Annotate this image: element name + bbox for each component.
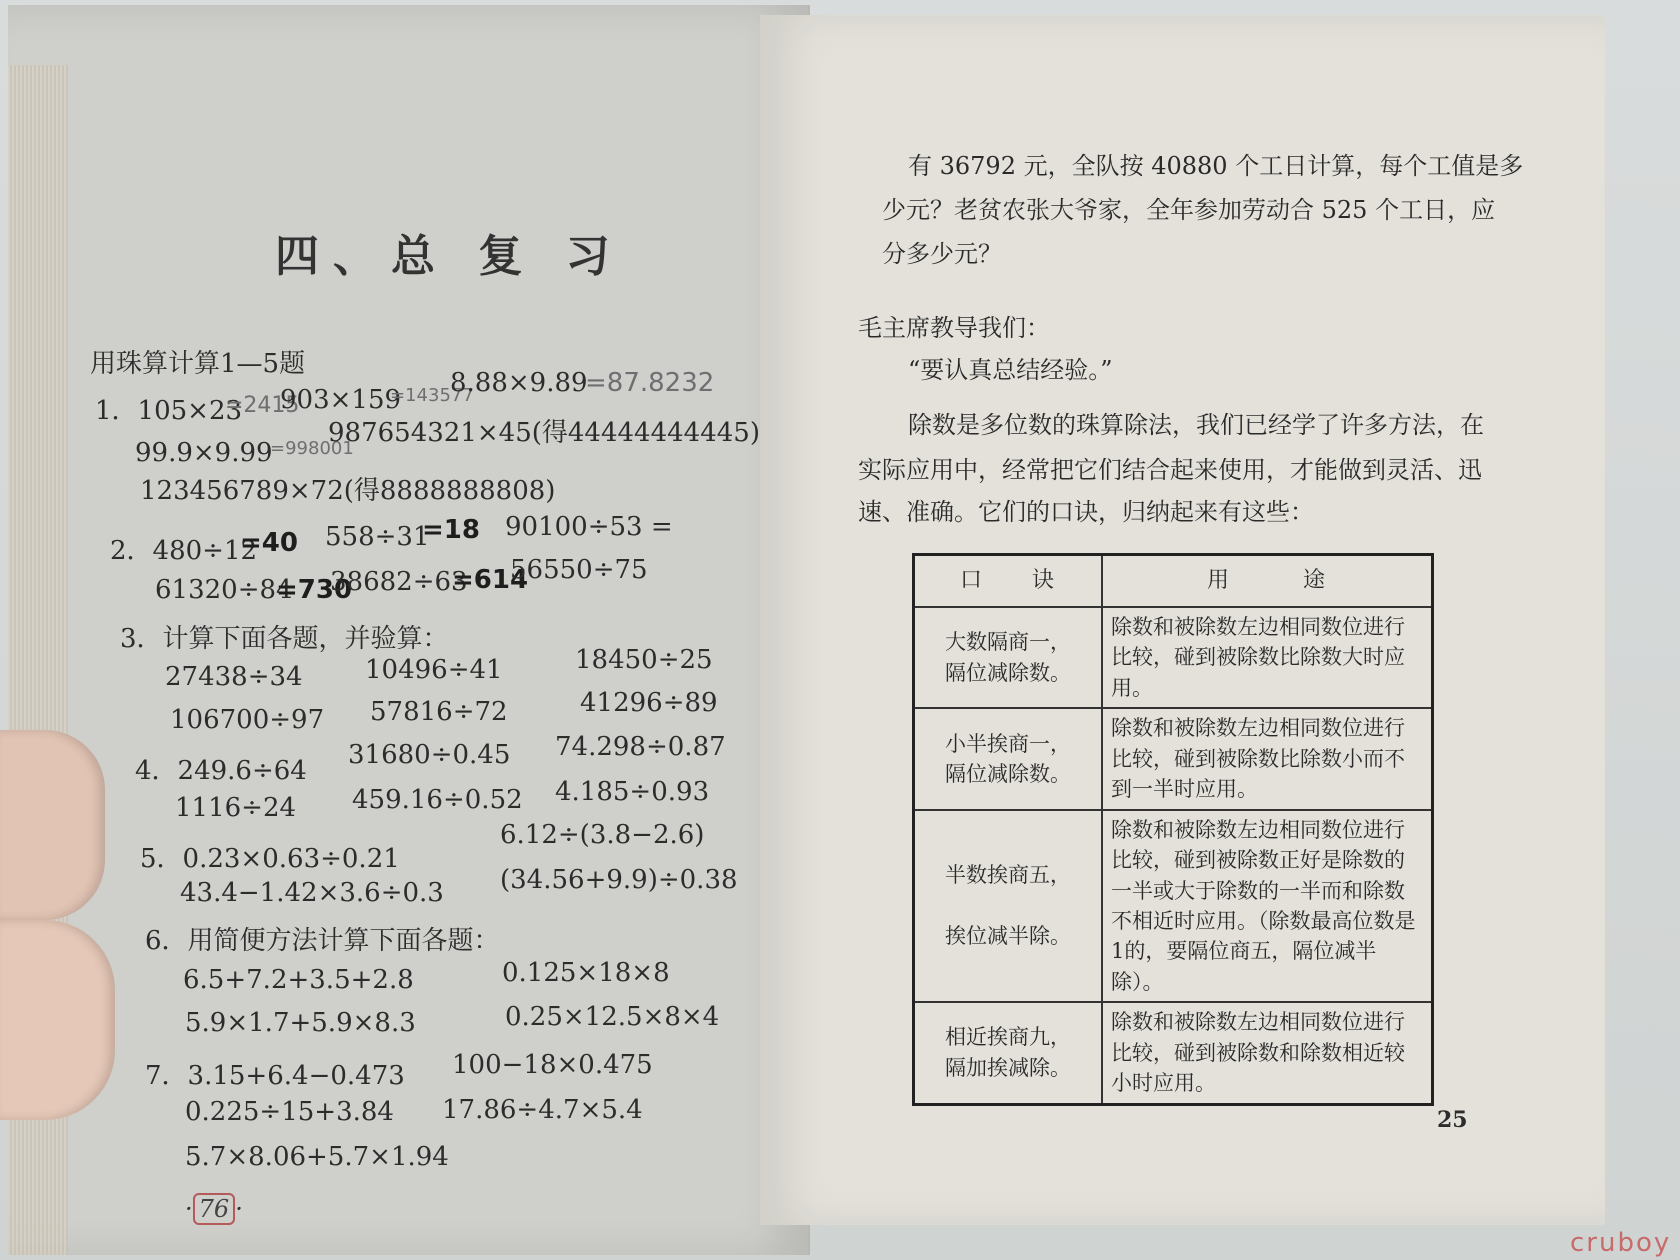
mnemonic-line: 大数隔商一， <box>945 630 1071 655</box>
problem-2c: 90100÷53 = <box>505 512 673 542</box>
mnemonic-line: 隔位减除数。 <box>945 660 1071 685</box>
mnemonic-line: 相近挨商九， <box>945 1025 1071 1050</box>
handwritten-answer: =2415 <box>225 393 300 418</box>
problem-1d: 99.9×9.99 <box>135 438 273 468</box>
table-row <box>914 607 1433 708</box>
mnemonic-cell <box>914 708 1103 809</box>
mnemonic-cell <box>914 810 1103 1003</box>
header-usage: 用 途 <box>1102 555 1433 608</box>
problem-3e: 57816÷72 <box>370 697 508 727</box>
mnemonic-line: 半数挨商五， <box>945 863 1071 888</box>
problem-7d: 17.86÷4.7×5.4 <box>442 1095 643 1125</box>
handwritten-answer: =998001 <box>270 438 354 459</box>
table-header-row <box>914 555 1433 608</box>
problem-2d: 61320÷84 <box>155 575 293 605</box>
watermark: cruboy <box>1570 1228 1672 1258</box>
problem-5c: 43.4−1.42×3.6÷0.3 <box>180 878 444 908</box>
problem-1f: 123456789×72(得8888888808) <box>140 476 556 506</box>
problem-3f: 41296÷89 <box>580 688 718 718</box>
usage-cell: 除数和被除数左边相同数位进行比较，碰到被除数比除数小而不到一半时应用。 <box>1102 708 1433 809</box>
problem-5b: 6.12÷(3.8−2.6) <box>500 820 705 850</box>
problem-3d: 106700÷97 <box>170 705 325 735</box>
page-number-box: 76 <box>193 1193 236 1225</box>
paragraph-2-line-2: 实际应用中，经常把它们结合起来使用，才能做到灵活、迅 <box>858 456 1482 484</box>
paragraph-1-line-2: 少元？老贫农张大爷家，全年参加劳动合 525 个工日，应 <box>882 196 1496 224</box>
problem-2b: 558÷31 <box>325 522 430 552</box>
usage-cell: 除数和被除数左边相同数位进行比较，碰到被除数正好是除数的一半或大于除数的一半而和除数不相近时应用。（除数最高位数是1的，要隔位商五，隔位减半除）。 <box>1102 810 1433 1003</box>
quote: “要认真总结经验。” <box>908 356 1113 384</box>
problem-3-heading: 3．计算下面各题，并验算： <box>120 624 449 654</box>
handwritten-answer: =18 <box>422 515 480 545</box>
mnemonic-cell <box>914 1002 1103 1104</box>
problem-7a: 7．3.15+6.4−0.473 <box>145 1061 405 1091</box>
handwritten-answer: =40 <box>240 528 298 558</box>
problem-7e: 5.7×8.06+5.7×1.94 <box>185 1142 449 1172</box>
problem-2f: 56550÷75 <box>510 555 648 585</box>
handwritten-answer: =87.8232 <box>585 368 715 398</box>
handwritten-answer: =143577 <box>390 385 474 406</box>
table-row <box>914 810 1433 1003</box>
problem-3c: 18450÷25 <box>575 645 713 675</box>
problem-4d: 1116÷24 <box>175 793 297 823</box>
paragraph-1-line-1: 有 36792 元，全队按 40880 个工日计算，每个工值是多 <box>908 152 1524 180</box>
problem-5d: (34.56+9.9)÷0.38 <box>500 865 738 895</box>
problem-4b: 31680÷0.45 <box>348 740 511 770</box>
thumb-finger <box>0 730 105 920</box>
problem-3a: 27438÷34 <box>165 662 303 692</box>
usage-cell: 除数和被除数左边相同数位进行比较，碰到被除数和除数相近较小时应用。 <box>1102 1002 1433 1104</box>
mnemonic-table <box>912 553 1434 1106</box>
mnemonic-cell <box>914 607 1103 708</box>
mnemonic-line: 隔位减除数。 <box>945 761 1071 786</box>
paragraph-2-line-3: 速、准确。它们的口诀，归纳起来有这些： <box>858 498 1314 526</box>
problem-7b: 100−18×0.475 <box>452 1050 653 1080</box>
problem-6d: 0.25×12.5×8×4 <box>505 1002 720 1032</box>
problem-4e: 459.16÷0.52 <box>352 785 523 815</box>
chapter-title: 四、总 复 习 <box>275 231 624 282</box>
problem-1e: 987654321×45(得44444444445) <box>328 418 760 448</box>
problem-6a: 6.5+7.2+3.5+2.8 <box>183 965 414 995</box>
paragraph-1-line-3: 分多少元？ <box>882 240 1002 268</box>
quote-intro: 毛主席教导我们： <box>858 314 1050 342</box>
problem-1c: 8.88×9.89 <box>450 368 588 398</box>
problem-3b: 10496÷41 <box>365 655 503 685</box>
problem-1b: 903×159 <box>280 385 402 415</box>
mnemonic-line: 小半挨商一， <box>945 731 1071 756</box>
problem-5a: 5．0.23×0.63÷0.21 <box>140 844 400 874</box>
problem-4a: 4．249.6÷64 <box>135 756 307 786</box>
problem-7c: 0.225÷15+3.84 <box>185 1097 394 1127</box>
problem-4c: 74.298÷0.87 <box>555 732 726 762</box>
paragraph-2-line-1: 除数是多位数的珠算除法，我们已经学了许多方法，在 <box>908 411 1484 439</box>
table-row <box>914 1002 1433 1104</box>
problem-4f: 4.185÷0.93 <box>555 777 710 807</box>
problem-6c: 5.9×1.7+5.9×8.3 <box>185 1008 416 1038</box>
handwritten-answer: =614 <box>452 565 529 595</box>
thumb-finger <box>0 920 115 1120</box>
problem-6-heading: 6．用简便方法计算下面各题： <box>145 926 500 956</box>
mnemonic-line: 挨位减半除。 <box>945 924 1071 949</box>
instruction-abacus: 用珠算计算1—5题 <box>90 349 306 379</box>
usage-cell: 除数和被除数左边相同数位进行比较，碰到被除数比除数大时应用。 <box>1102 607 1433 708</box>
problem-1a: 1．105×23 <box>95 396 243 426</box>
mnemonic-line: 隔加挨减除。 <box>945 1055 1071 1080</box>
problem-6b: 0.125×18×8 <box>502 958 670 988</box>
table-row <box>914 708 1433 809</box>
handwritten-answer: =730 <box>276 575 353 605</box>
problem-2a: 2．480÷12 <box>110 536 258 566</box>
problem-2e: 38682÷63 <box>330 567 468 597</box>
header-mnemonic: 口 诀 <box>914 555 1103 608</box>
left-page-number: · 76 · <box>185 1195 243 1223</box>
right-page-number: 25 <box>1437 1107 1468 1133</box>
